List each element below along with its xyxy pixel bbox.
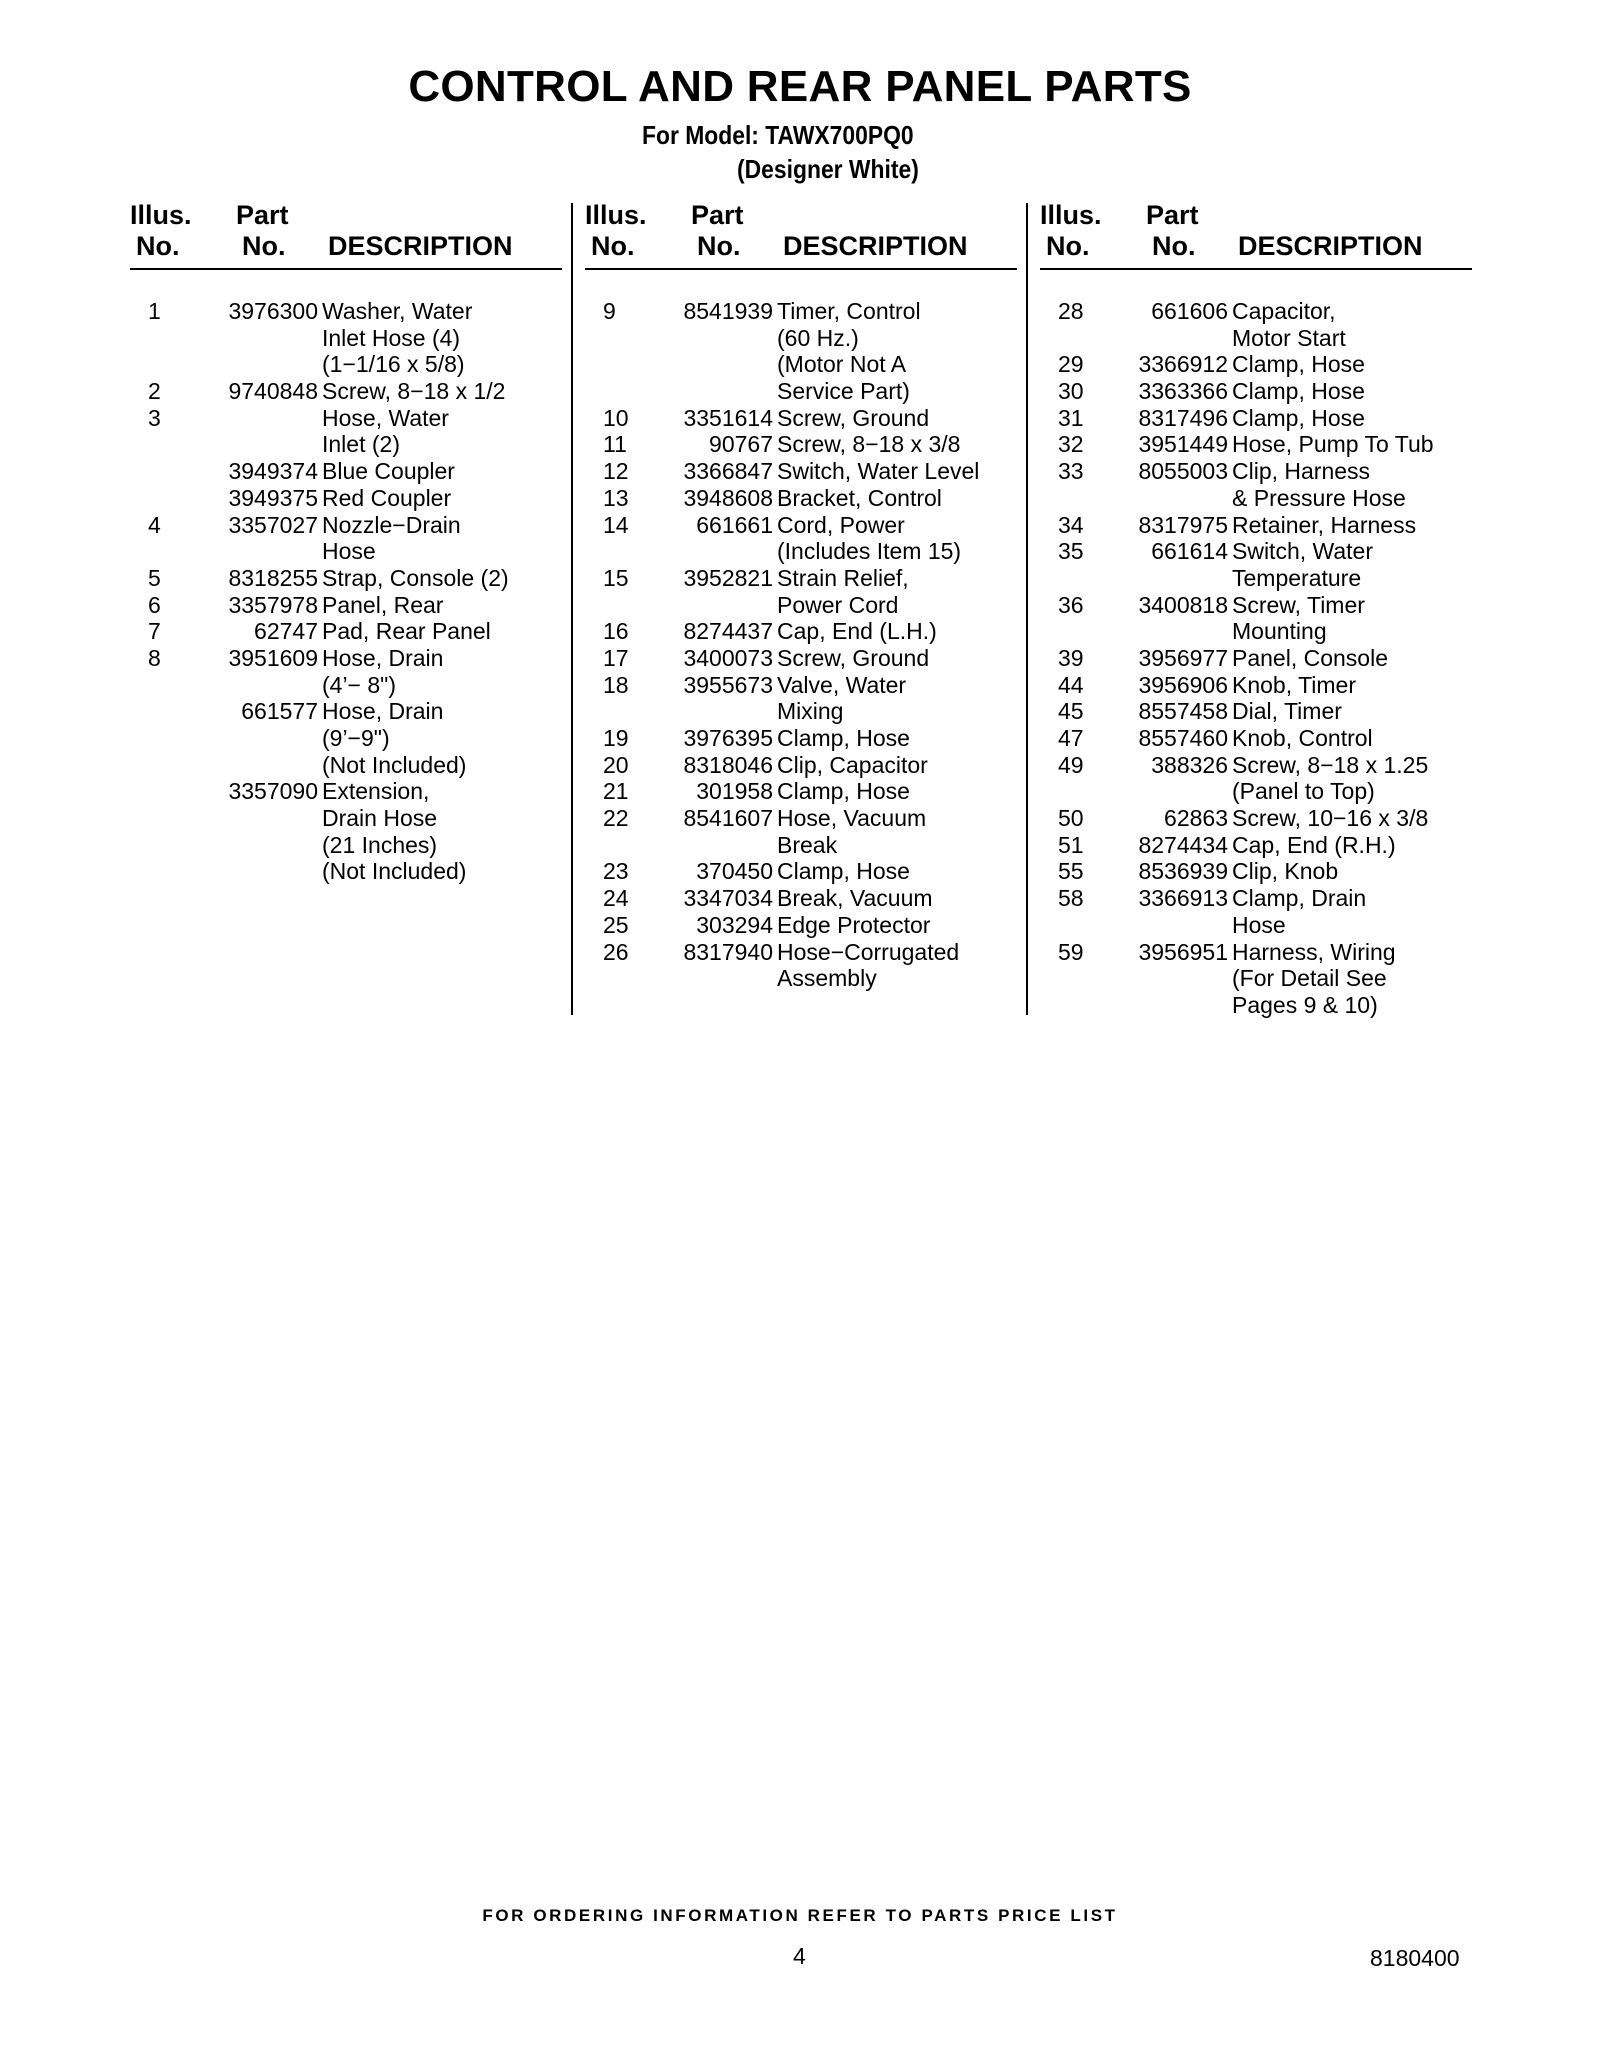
header-illus-no: No. [591,231,635,261]
part-description: (1−1/16 x 5/8) [322,351,465,378]
part-row [1040,672,1472,699]
part-description: Bracket, Control [777,484,942,511]
part-row [130,645,562,672]
part-description: Knob, Timer [1232,671,1356,698]
part-number: 8536939 [1138,858,1228,885]
part-number: 90767 [709,431,773,458]
part-row [130,458,562,485]
part-number: 3347034 [683,885,773,912]
part-description: Clip, Harness [1232,458,1371,485]
part-number: 9740848 [228,378,318,405]
part-description: Clamp, Drain [1232,885,1367,912]
part-row [585,939,1017,966]
part-number: 8317496 [1138,404,1228,431]
illus-number: 2 [148,378,161,405]
illus-number: 23 [603,858,629,885]
part-row [1040,298,1472,325]
parts-column-2 [585,200,1017,992]
part-row [585,298,1017,325]
part-row [585,325,1017,352]
part-number: 3948608 [683,484,773,511]
header-illus-no: No. [136,231,180,261]
color-line: (Designer White) [737,154,919,184]
part-row [1040,458,1472,485]
part-description: Hose−Corrugated [777,938,960,965]
part-description: Timer, Control [777,298,921,324]
part-row [1040,592,1472,619]
part-row [130,778,562,805]
header-description: DESCRIPTION [1238,231,1423,261]
part-description: Hose [322,538,376,565]
part-description: Hose, Pump To Tub [1232,431,1434,458]
illus-number: 17 [603,644,629,671]
illus-number: 31 [1058,404,1084,431]
part-number: 8274437 [683,618,773,645]
part-description: Clamp, Hose [777,778,910,805]
part-number: 62747 [254,618,318,645]
part-description: Blue Coupler [322,458,455,485]
part-description: Mixing [777,698,844,725]
part-number: 3357027 [228,511,318,538]
part-number: 8541939 [683,298,773,324]
illus-number: 55 [1058,858,1084,885]
header-description: DESCRIPTION [783,231,968,261]
part-number: 388326 [1151,751,1228,778]
part-description: Retainer, Harness [1232,511,1417,538]
parts-rows [1040,298,1472,1019]
part-number: 3949374 [228,458,318,485]
part-row [1040,645,1472,672]
part-description: Extension, [322,778,430,805]
part-description: Inlet Hose (4) [322,324,461,351]
part-description: Cap, End (L.H.) [777,618,937,645]
illus-number: 10 [603,404,629,431]
illus-number: 32 [1058,431,1084,458]
illus-number: 25 [603,911,629,938]
part-row [1040,325,1472,352]
part-row [130,592,562,619]
part-description: Cap, End (R.H.) [1232,831,1396,858]
part-description: Screw, 10−16 x 3/8 [1232,805,1429,832]
header-part: Part [1146,200,1199,230]
illus-number: 50 [1058,805,1084,832]
part-row [585,832,1017,859]
part-number: 8541607 [683,805,773,832]
part-row [585,752,1017,779]
part-description: Harness, Wiring [1232,938,1396,965]
part-row [130,618,562,645]
part-row [1040,538,1472,565]
illus-number: 28 [1058,298,1084,324]
part-number: 3363366 [1138,378,1228,405]
illus-number: 45 [1058,698,1084,725]
part-description: Temperature [1232,564,1362,591]
part-row [130,832,562,859]
page-title: CONTROL AND REAR PANEL PARTS [408,62,1192,111]
illus-number: 26 [603,938,629,965]
part-row [1040,805,1472,832]
part-description: Pad, Rear Panel [322,618,491,645]
part-number: 3956977 [1138,644,1228,671]
part-number: 8317975 [1138,511,1228,538]
column-divider [571,203,573,1015]
part-description: Switch, Water [1232,538,1374,565]
illus-number: 49 [1058,751,1084,778]
part-number: 3366913 [1138,885,1228,912]
column-header [130,200,562,270]
part-description: Assembly [777,965,877,992]
part-number: 3949375 [228,484,318,511]
part-row [130,538,562,565]
part-row [130,298,562,325]
parts-column-1 [130,200,562,885]
part-description: Motor Start [1232,324,1346,351]
part-row [1040,698,1472,725]
part-row [130,351,562,378]
part-row [585,458,1017,485]
illus-number: 59 [1058,938,1084,965]
part-description: Cord, Power [777,511,905,538]
part-description: (Motor Not A [777,351,907,378]
part-number: 8055003 [1138,458,1228,485]
part-description: Knob, Control [1232,725,1373,751]
illus-number: 19 [603,725,629,751]
header-part-no: No. [1152,231,1196,261]
part-row [585,645,1017,672]
illus-number: 30 [1058,378,1084,405]
illus-number: 14 [603,511,629,538]
part-description: Clip, Knob [1232,858,1339,885]
illus-number: 20 [603,751,629,778]
part-number: 3400073 [683,644,773,671]
part-number: 3351614 [683,404,773,431]
part-row [585,618,1017,645]
illus-number: 24 [603,885,629,912]
part-description: (Not Included) [322,858,467,885]
part-number: 8317940 [683,938,773,965]
part-number: 3956906 [1138,671,1228,698]
part-description: Clamp, Hose [1232,378,1365,405]
part-row [585,672,1017,699]
illus-number: 9 [603,298,616,324]
part-description: (For Detail See [1232,965,1387,992]
part-description: (Includes Item 15) [777,538,962,565]
part-row [130,858,562,885]
part-row [585,485,1017,512]
ordering-footer: FOR ORDERING INFORMATION REFER TO PARTS PRICE LIST [482,1906,1118,1925]
column-header [1040,200,1472,270]
part-row [585,778,1017,805]
header-illus: Illus. [1040,200,1102,230]
part-description: Drain Hose [322,805,438,832]
part-number: 8557460 [1138,725,1228,751]
part-description: Hose [1232,911,1286,938]
part-row [585,512,1017,539]
part-number: 62863 [1164,805,1228,832]
part-description: Clamp, Hose [777,858,910,885]
part-row [585,592,1017,619]
document-number: 8180400 [1370,1945,1460,1971]
illus-number: 39 [1058,644,1084,671]
part-number: 3357978 [228,591,318,618]
part-row [1040,752,1472,779]
part-description: Capacitor, [1232,298,1336,324]
model-line: For Model: TAWX700PQ0 [642,120,914,150]
part-row [585,885,1017,912]
header-illus: Illus. [585,200,647,230]
part-number: 301958 [696,778,773,805]
part-description: Screw, Ground [777,404,930,431]
part-description: Washer, Water [322,298,473,324]
part-number: 661606 [1151,298,1228,324]
part-description: Hose, Water [322,404,449,431]
illus-number: 34 [1058,511,1084,538]
part-description: Screw, Ground [777,644,930,671]
illus-number: 8 [148,644,161,671]
part-row [1040,885,1472,912]
part-description: Screw, Timer [1232,591,1365,618]
part-description: (4’− 8") [322,671,396,698]
part-description: Nozzle−Drain [322,511,461,538]
parts-column-3 [1040,200,1472,1019]
column-header [585,200,1017,270]
model-subtitle [642,118,919,186]
part-row [585,858,1017,885]
header-part-no: No. [242,231,286,261]
header-illus-no: No. [1046,231,1090,261]
illus-number: 58 [1058,885,1084,912]
illus-number: 47 [1058,725,1084,751]
part-row [1040,378,1472,405]
part-number: 661614 [1151,538,1228,565]
part-description: Break, Vacuum [777,885,933,912]
part-description: Pages 9 & 10) [1232,991,1378,1018]
part-description: Valve, Water [777,671,907,698]
illus-number: 21 [603,778,629,805]
part-description: Clamp, Hose [777,725,910,751]
part-description: (Not Included) [322,751,467,778]
header-description: DESCRIPTION [328,231,513,261]
illus-number: 44 [1058,671,1084,698]
part-description: Red Coupler [322,484,452,511]
part-description: Clip, Capacitor [777,751,928,778]
part-description: Hose, Drain [322,644,444,671]
part-description: (9’−9") [322,725,390,751]
illus-number: 3 [148,404,161,431]
part-row [585,538,1017,565]
part-row [130,431,562,458]
column-divider [1026,203,1028,1015]
part-description: Power Cord [777,591,899,618]
part-row [585,912,1017,939]
part-description: Dial, Timer [1232,698,1342,725]
part-description: Edge Protector [777,911,931,938]
illus-number: 29 [1058,351,1084,378]
illus-number: 12 [603,458,629,485]
header-part-no: No. [697,231,741,261]
part-number: 370450 [696,858,773,885]
part-number: 3952821 [683,564,773,591]
parts-rows [585,298,1017,992]
part-number: 3366912 [1138,351,1228,378]
part-row [585,405,1017,432]
part-row [1040,965,1472,992]
part-number: 8557458 [1138,698,1228,725]
part-number: 661577 [241,698,318,725]
part-number: 8318046 [683,751,773,778]
part-number: 3951449 [1138,431,1228,458]
part-row [130,512,562,539]
part-row [585,965,1017,992]
part-row [130,698,562,725]
part-number: 3956951 [1138,938,1228,965]
part-row [1040,405,1472,432]
part-row [1040,939,1472,966]
part-number: 3951609 [228,644,318,671]
illus-number: 33 [1058,458,1084,485]
part-description: Clamp, Hose [1232,404,1365,431]
part-description: Strain Relief, [777,564,909,591]
part-number: 3955673 [683,671,773,698]
part-description: & Pressure Hose [1232,484,1406,511]
part-row [130,725,562,752]
part-row [130,752,562,779]
part-row [130,805,562,832]
part-row [585,431,1017,458]
illus-number: 1 [148,298,161,324]
part-row [130,405,562,432]
part-description: (Panel to Top) [1232,778,1375,805]
header-part: Part [236,200,289,230]
part-row [585,725,1017,752]
part-row [1040,992,1472,1019]
illus-number: 13 [603,484,629,511]
part-description: (21 Inches) [322,831,438,858]
part-row [1040,351,1472,378]
illus-number: 11 [603,431,627,458]
part-description: (60 Hz.) [777,324,859,351]
part-description: Service Part) [777,378,910,405]
part-description: Break [777,831,838,858]
illus-number: 15 [603,564,629,591]
part-row [585,565,1017,592]
part-number: 303294 [696,911,773,938]
part-row [585,698,1017,725]
parts-rows [130,298,562,885]
part-row [130,672,562,699]
illus-number: 6 [148,591,161,618]
part-number: 3357090 [228,778,318,805]
illus-number: 22 [603,805,629,832]
part-row [1040,778,1472,805]
part-row [130,565,562,592]
illus-number: 51 [1058,831,1084,858]
part-description: Inlet (2) [322,431,400,458]
header-part: Part [691,200,744,230]
header-illus: Illus. [130,200,192,230]
part-number: 3366847 [683,458,773,485]
part-row [130,325,562,352]
part-row [1040,912,1472,939]
part-row [1040,431,1472,458]
part-description: Clamp, Hose [1232,351,1365,378]
part-number: 3400818 [1138,591,1228,618]
part-description: Panel, Rear [322,591,444,618]
part-row [130,485,562,512]
part-description: Panel, Console [1232,644,1388,671]
part-description: Screw, 8−18 x 1.25 [1232,751,1429,778]
part-description: Switch, Water Level [777,458,980,485]
part-row [1040,618,1472,645]
part-row [585,378,1017,405]
part-description: Strap, Console (2) [322,564,509,591]
part-row [1040,832,1472,859]
part-row [1040,565,1472,592]
part-row [1040,725,1472,752]
part-number: 3976300 [228,298,318,324]
part-row [1040,512,1472,539]
page-number: 4 [793,1943,806,1969]
part-number: 8274434 [1138,831,1228,858]
part-description: Screw, 8−18 x 1/2 [322,378,506,405]
part-row [1040,485,1472,512]
part-number: 8318255 [228,564,318,591]
part-description: Hose, Drain [322,698,444,725]
illus-number: 16 [603,618,629,645]
illus-number: 7 [148,618,161,645]
part-number: 661661 [696,511,773,538]
part-description: Screw, 8−18 x 3/8 [777,431,961,458]
illus-number: 36 [1058,591,1084,618]
part-row [585,351,1017,378]
illus-number: 35 [1058,538,1084,565]
part-description: Mounting [1232,618,1327,645]
illus-number: 4 [148,511,161,538]
part-description: Hose, Vacuum [777,805,927,832]
illus-number: 5 [148,564,161,591]
part-number: 3976395 [683,725,773,751]
part-row [130,378,562,405]
part-row [1040,858,1472,885]
illus-number: 18 [603,671,629,698]
part-row [585,805,1017,832]
